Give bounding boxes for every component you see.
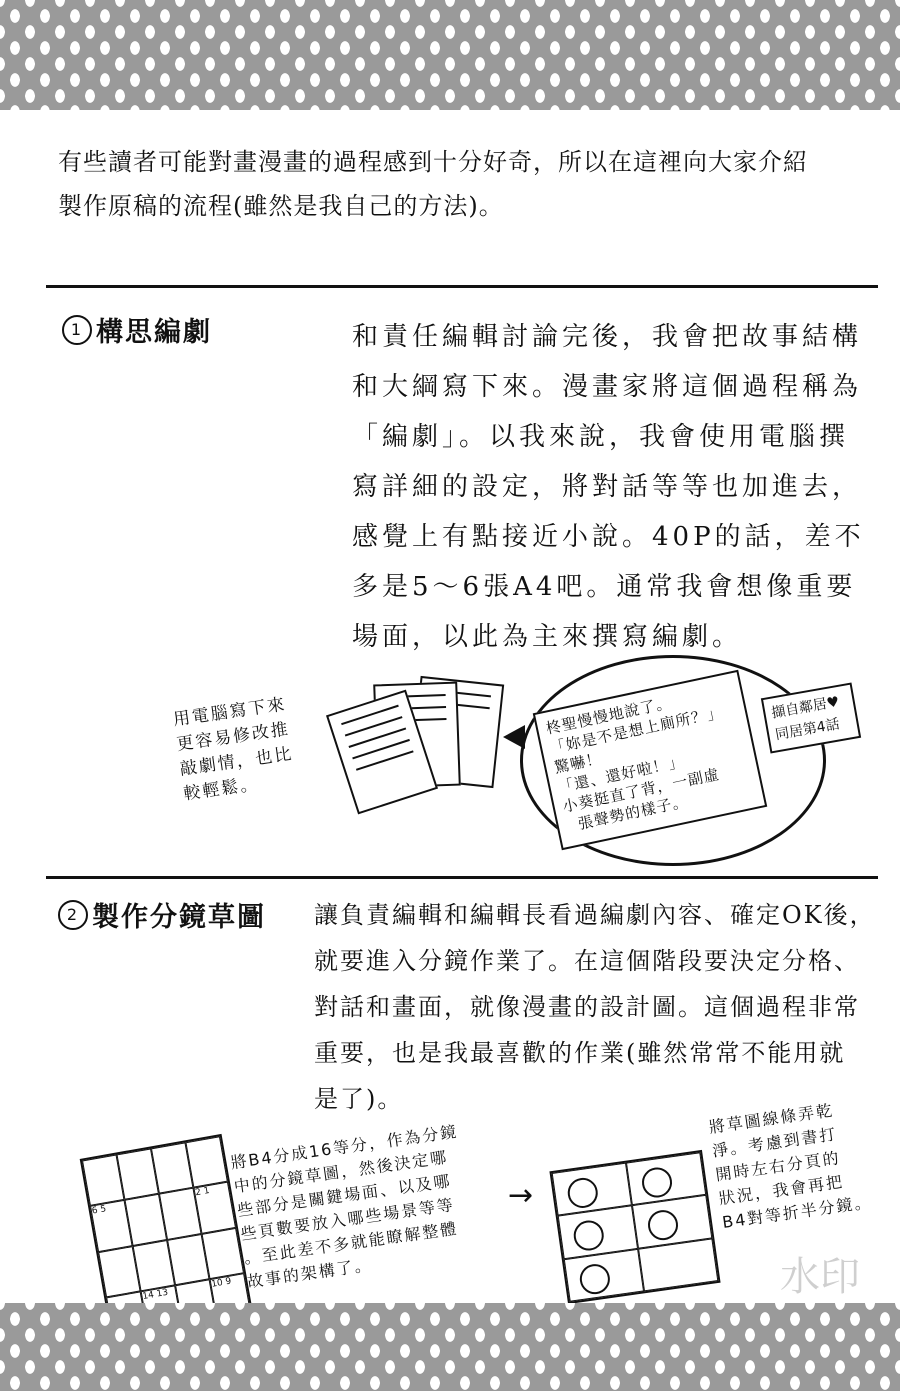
section-2-heading — [58, 895, 266, 934]
body-line: 對話和畫面，就像漫畫的設計圖。這個過程非常 — [314, 993, 860, 1021]
section-title: 構思編劇 — [96, 317, 212, 348]
grid-cell-label: 10 9 — [209, 1273, 251, 1325]
grid-cell-label: 14 13 — [141, 1285, 183, 1337]
body-line: 讓負責編輯和編輯長看過編劇內容、確定OK後， — [314, 901, 876, 929]
section-1-body — [352, 312, 865, 662]
section-divider — [46, 876, 878, 879]
intro-line: 有些讀者可能對畫漫畫的過程感到十分好奇，所以在這裡向大家介紹 — [58, 148, 808, 176]
polka-dot-footer-band — [0, 1303, 900, 1391]
body-line: 「編劇」。以我來說，我會使用電腦撰 — [352, 422, 850, 452]
body-line: 多是5～6張A4吧。通常我會想像重要 — [352, 572, 857, 602]
grid-cell-label: 6 5 — [90, 1200, 132, 1252]
computer-note: 用電腦寫下來 更容易修改推 敲劇情，也比 較輕鬆。 — [171, 694, 295, 805]
intro-paragraph — [58, 140, 858, 228]
section-title: 製作分鏡草圖 — [92, 902, 266, 933]
body-line: 和大綱寫下來。漫畫家將這個過程稱為 — [352, 372, 863, 402]
storyboard-sketch — [549, 1150, 720, 1304]
body-line: 寫詳細的設定，將對話等等也加進去， — [352, 472, 863, 502]
body-line: 場面，以此為主來撰寫編劇。 — [352, 622, 743, 652]
grid-note: 將B4分成16等分，作為分鏡 中的分鏡草圖，然後決定哪 些部分是關鍵場面、以及哪 些頁數要放入哪些場景等等 。至此差不多就能瞭解整體 故事的架構了。 — [229, 1121, 460, 1292]
body-line: 感覺上有點接近小說。40P的話，差不 — [352, 522, 865, 552]
section-2-body — [314, 892, 876, 1122]
circled-number-icon: 2 — [58, 900, 88, 930]
storyboard-note: 將草圖線條弄乾 淨。考慮到書打 開時左右分頁的 狀況，我會再把 B4對等折半分鏡。 — [707, 1100, 874, 1232]
circled-number-icon: 1 — [62, 315, 92, 345]
section-1-heading — [62, 310, 212, 349]
intro-line: 製作原稿的流程(雖然是我自己的方法)。 — [58, 192, 504, 220]
section-divider — [46, 285, 878, 288]
body-line: 重要，也是我最喜歡的作業(雖然常常不能用就 — [314, 1039, 846, 1067]
body-line: 是了)。 — [314, 1085, 404, 1113]
polka-dot-header-band — [0, 0, 900, 110]
body-line: 和責任編輯討論完後，我會把故事結構 — [352, 322, 863, 352]
watermark-logo: 水印 — [780, 1254, 860, 1300]
body-line: 就要進入分鏡作業了。在這個階段要決定分格、 — [314, 947, 860, 975]
script-excerpt: 柊聖慢慢地說了。 「妳是不是想上廁所？」 驚嚇！ 「還、還好啦！」 小葵挺直了背，一副虛 張聲勢的樣子。 — [533, 670, 768, 851]
arrow-right-icon: → — [508, 1178, 534, 1213]
grid-cell-label: 2 1 — [193, 1182, 235, 1234]
excerpt-source-tag: 擷自鄰居♥ 同居第4話 — [761, 682, 861, 753]
